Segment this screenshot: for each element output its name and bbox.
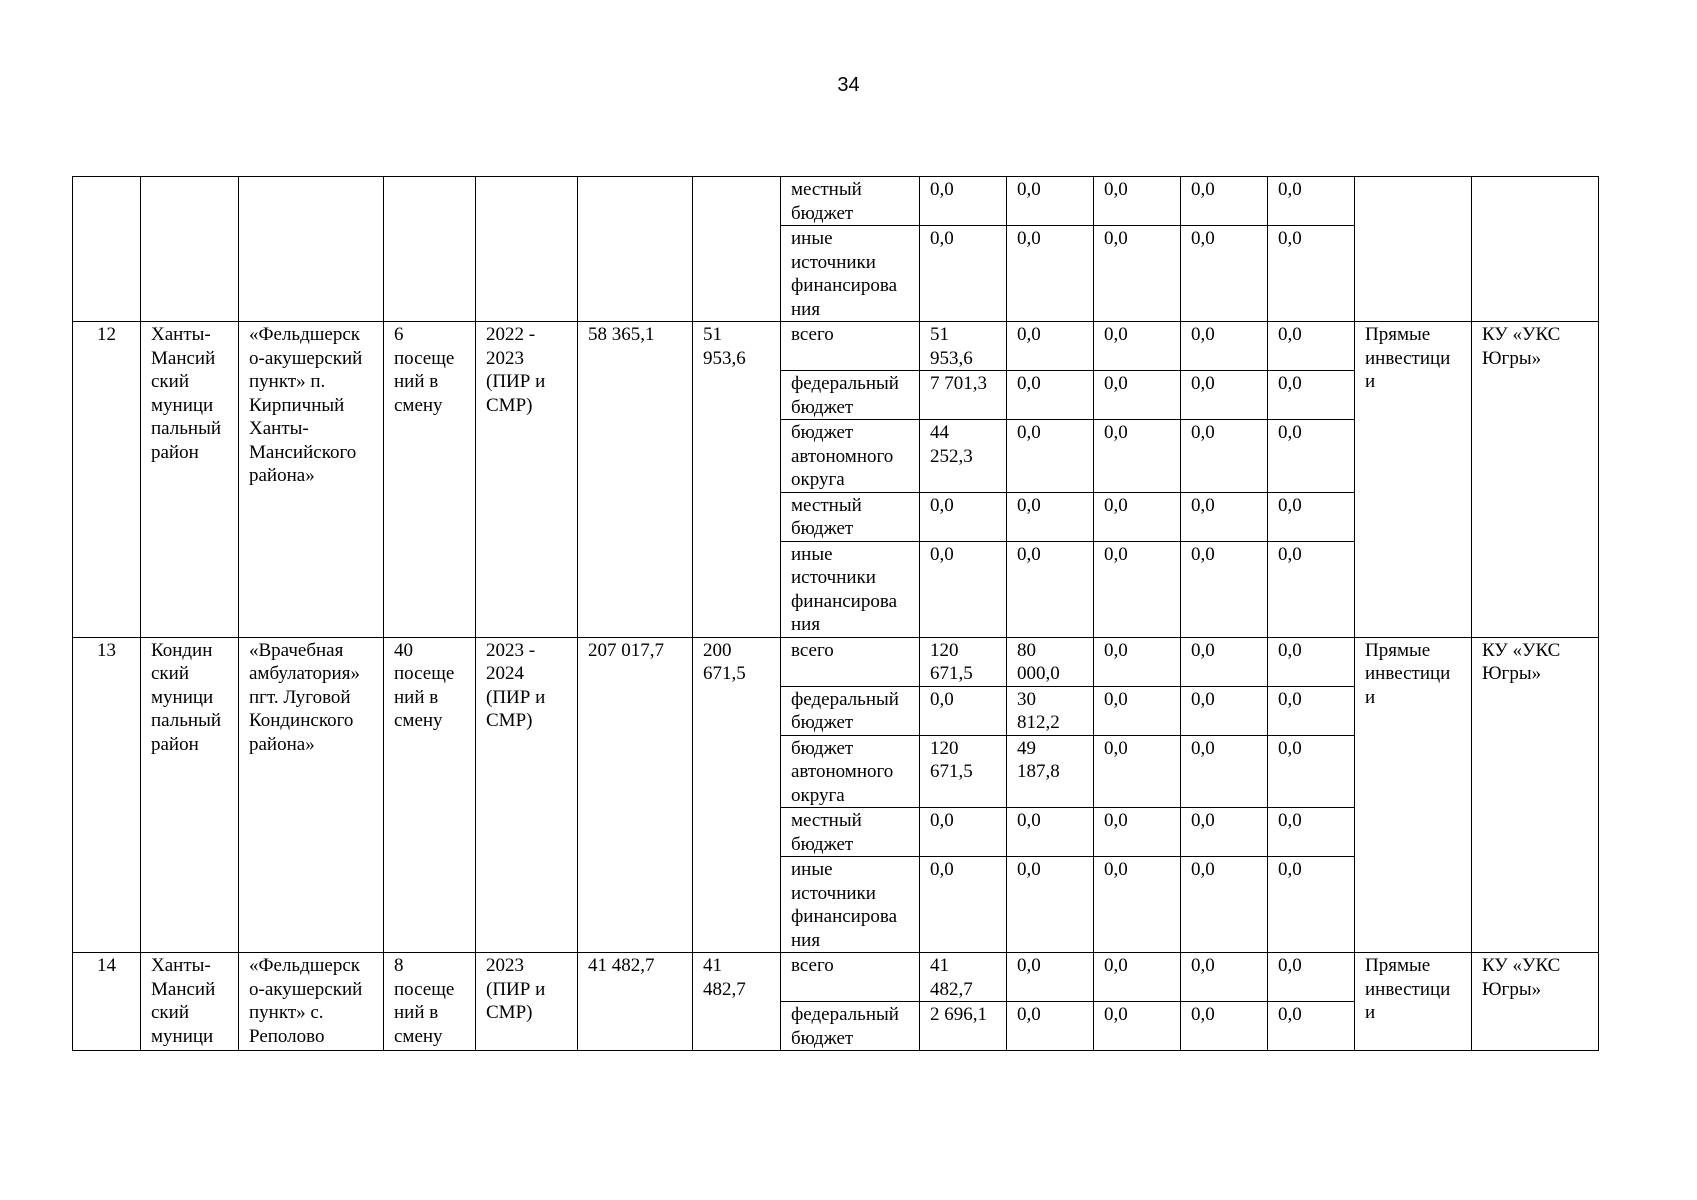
row-number: 14 (73, 953, 141, 1051)
row-number: 12 (73, 322, 141, 638)
empty-cell (693, 177, 781, 322)
financing-value: 0,0 (1094, 420, 1181, 493)
financing-value: 0,0 (920, 177, 1007, 226)
financing-source: местный бюджет (781, 177, 920, 226)
financing-source: федеральный бюджет (781, 371, 920, 420)
empty-cell (239, 177, 384, 322)
empty-cell (73, 177, 141, 322)
financing-value: 0,0 (1268, 492, 1355, 541)
financing-source: иные источники финансирова ния (781, 857, 920, 953)
financing-value: 0,0 (1007, 492, 1094, 541)
object-name: «Фельдшерск о-акушерский пункт» с. Реполово (239, 953, 384, 1051)
municipality: Ханты- Мансий ский муници (141, 953, 239, 1051)
financing-value: 0,0 (1268, 541, 1355, 637)
financing-value: 0,0 (920, 808, 1007, 857)
financing-value: 7 701,3 (920, 371, 1007, 420)
financing-value: 0,0 (1181, 177, 1268, 226)
capacity: 40 посеще ний в смену (384, 637, 476, 953)
period: 2023 - 2024 (ПИР и СМР) (476, 637, 578, 953)
customer: КУ «УКС Югры» (1472, 953, 1599, 1051)
financing-source: иные источники финансирова ния (781, 541, 920, 637)
financing-value: 0,0 (1181, 808, 1268, 857)
financing-value: 0,0 (1007, 857, 1094, 953)
financing-value: 30 812,2 (1007, 686, 1094, 735)
financing-value: 0,0 (1181, 322, 1268, 371)
financing-value: 0,0 (1268, 953, 1355, 1002)
financing-value: 51 953,6 (920, 322, 1007, 371)
financing-value: 0,0 (1007, 226, 1094, 322)
investment-table (72, 176, 1599, 1051)
financing-value: 80 000,0 (1007, 637, 1094, 686)
estimated-cost: 41 482,7 (578, 953, 693, 1051)
financing-value: 0,0 (1181, 492, 1268, 541)
investment-mechanism: Прямые инвестици и (1355, 637, 1472, 953)
financing-value: 0,0 (1094, 492, 1181, 541)
investment-mechanism: Прямые инвестици и (1355, 953, 1472, 1051)
financing-value: 0,0 (920, 226, 1007, 322)
financing-value: 0,0 (920, 492, 1007, 541)
municipality: Ханты- Мансий ский муници пальный район (141, 322, 239, 638)
empty-cell (141, 177, 239, 322)
financing-value: 0,0 (1268, 857, 1355, 953)
financing-value: 0,0 (1181, 226, 1268, 322)
financing-value: 0,0 (1007, 322, 1094, 371)
table-row (73, 637, 1599, 686)
financing-value: 0,0 (1094, 371, 1181, 420)
financing-value: 0,0 (1094, 808, 1181, 857)
financing-value: 44 252,3 (920, 420, 1007, 493)
financing-value: 120 671,5 (920, 637, 1007, 686)
financing-value: 0,0 (1268, 322, 1355, 371)
financing-source: федеральный бюджет (781, 686, 920, 735)
financing-source: бюджет автономного округа (781, 735, 920, 808)
financing-source: местный бюджет (781, 492, 920, 541)
financing-value: 0,0 (920, 686, 1007, 735)
table-row (73, 177, 1599, 226)
financing-value: 0,0 (1268, 808, 1355, 857)
financing-value: 0,0 (1268, 420, 1355, 493)
investment-mechanism: Прямые инвестици и (1355, 322, 1472, 638)
financing-value: 0,0 (1268, 686, 1355, 735)
remaining-cost: 51 953,6 (693, 322, 781, 638)
customer: КУ «УКС Югры» (1472, 637, 1599, 953)
financing-value: 0,0 (1007, 371, 1094, 420)
empty-cell (476, 177, 578, 322)
financing-value: 0,0 (1268, 637, 1355, 686)
financing-value: 0,0 (1181, 420, 1268, 493)
financing-value: 0,0 (1094, 953, 1181, 1002)
financing-value: 0,0 (1094, 857, 1181, 953)
financing-value: 0,0 (1181, 953, 1268, 1002)
financing-source: местный бюджет (781, 808, 920, 857)
capacity: 6 посеще ний в смену (384, 322, 476, 638)
financing-source: бюджет автономного округа (781, 420, 920, 493)
financing-value: 0,0 (1181, 637, 1268, 686)
financing-value: 41 482,7 (920, 953, 1007, 1002)
object-name: «Фельдшерск о-акушерский пункт» п. Кирпичный Ханты- Мансийского района» (239, 322, 384, 638)
financing-value: 0,0 (1181, 541, 1268, 637)
page-number: 34 (837, 74, 860, 96)
financing-value: 120 671,5 (920, 735, 1007, 808)
financing-value: 0,0 (1181, 735, 1268, 808)
financing-value: 0,0 (1268, 1002, 1355, 1051)
financing-value: 0,0 (1094, 177, 1181, 226)
financing-source: всего (781, 953, 920, 1002)
table-row (73, 953, 1599, 1002)
financing-source: федеральный бюджет (781, 1002, 920, 1051)
financing-value: 0,0 (920, 857, 1007, 953)
empty-cell (1355, 177, 1472, 322)
financing-value: 0,0 (1268, 371, 1355, 420)
empty-cell (578, 177, 693, 322)
row-number: 13 (73, 637, 141, 953)
period: 2022 - 2023 (ПИР и СМР) (476, 322, 578, 638)
financing-value: 0,0 (1268, 226, 1355, 322)
table-row (73, 322, 1599, 371)
financing-value: 0,0 (1181, 371, 1268, 420)
financing-value: 0,0 (1094, 541, 1181, 637)
financing-value: 0,0 (1181, 1002, 1268, 1051)
financing-value: 0,0 (1094, 1002, 1181, 1051)
financing-value: 0,0 (1094, 322, 1181, 371)
period: 2023 (ПИР и СМР) (476, 953, 578, 1051)
financing-value: 0,0 (1094, 735, 1181, 808)
financing-value: 0,0 (1268, 177, 1355, 226)
estimated-cost: 207 017,7 (578, 637, 693, 953)
financing-value: 0,0 (1007, 541, 1094, 637)
financing-value: 0,0 (1007, 1002, 1094, 1051)
financing-value: 0,0 (1007, 808, 1094, 857)
financing-source: всего (781, 637, 920, 686)
empty-cell (1472, 177, 1599, 322)
municipality: Кондин ский муници пальный район (141, 637, 239, 953)
financing-value: 0,0 (1007, 953, 1094, 1002)
customer: КУ «УКС Югры» (1472, 322, 1599, 638)
estimated-cost: 58 365,1 (578, 322, 693, 638)
financing-value: 0,0 (1007, 420, 1094, 493)
remaining-cost: 200 671,5 (693, 637, 781, 953)
financing-value: 0,0 (1181, 857, 1268, 953)
financing-source: всего (781, 322, 920, 371)
financing-value: 0,0 (1268, 735, 1355, 808)
capacity: 8 посеще ний в смену (384, 953, 476, 1051)
financing-value: 0,0 (1094, 226, 1181, 322)
financing-value: 0,0 (1094, 637, 1181, 686)
financing-value: 0,0 (1007, 177, 1094, 226)
financing-value: 49 187,8 (1007, 735, 1094, 808)
remaining-cost: 41 482,7 (693, 953, 781, 1051)
financing-value: 0,0 (920, 541, 1007, 637)
financing-value: 0,0 (1094, 686, 1181, 735)
financing-source: иные источники финансирова ния (781, 226, 920, 322)
object-name: «Врачебная амбулатория» пгт. Луговой Кондинского района» (239, 637, 384, 953)
table-body (73, 177, 1599, 1051)
financing-value: 2 696,1 (920, 1002, 1007, 1051)
financing-value: 0,0 (1181, 686, 1268, 735)
empty-cell (384, 177, 476, 322)
